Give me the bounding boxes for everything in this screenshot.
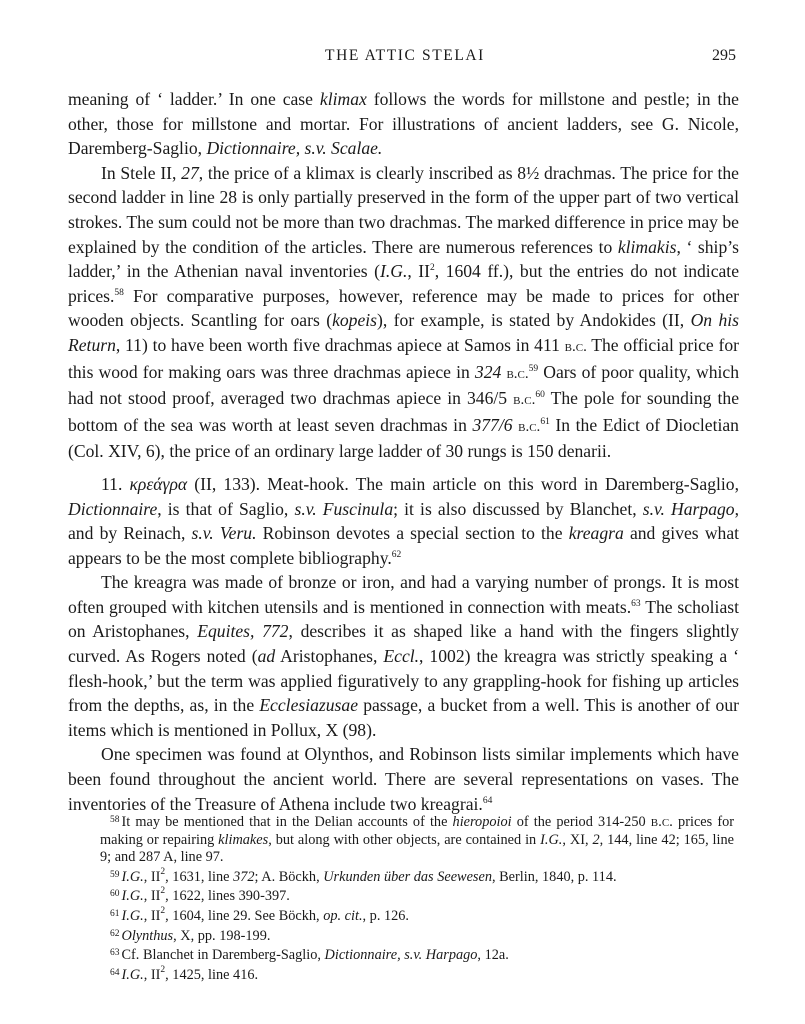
footnote-62: $^{62}$ Olynthus, X, pp. 198-199. (110, 927, 271, 944)
footnote-ref-63: 63 (631, 598, 641, 609)
page-number: 295 (712, 47, 736, 64)
footnote-59: $^{59}$ I.G., $II^2$, 1631, line 372; A. Böckh, Urkunden über das Seewesen, Berlin, 1840, p. 114. (110, 866, 617, 885)
footnote-ref-61: 61 (540, 416, 550, 427)
footnotes (100, 812, 734, 984)
footnote-63: $^{63}$ Cf. Blanchet in Daremberg-Saglio, Dictionnaire, s.v. Harpago, 12a. (110, 947, 509, 964)
footnote-64: $^{64}$ I.G., $II^2$, 1425, line 416. (110, 964, 259, 983)
footnote-ref-60: 60 (535, 390, 545, 401)
footnote-ref-59: 59 (528, 363, 539, 374)
footnote-ref-64: 64 (482, 795, 493, 806)
paragraph-kreagra-specimens: One specimen was found at Olynthos, and Robinson lists similar implements which have been found throughout the ancient world. There are several representations on vases. The inventories of the Treasure of Athena include two kreagrai.$^{64}$ (68, 744, 739, 814)
footnote-ref-62: 62 (391, 549, 402, 560)
paragraph-ladders-continued: meaning of ‘ ladder.’ In one case klimax follows the words for millstone and pestle; in the other, those for millstone and mortar. For illustrations of ancient ladders, see G. Nicole, Daremberg-Saglio, Dictionnaire, s.v. Scalae. (68, 89, 739, 159)
main-text (68, 87, 739, 816)
footnote-61: $^{61}$ I.G., $II^2$, 1604, line 29. See Böckh, op. cit., p. 126. (110, 905, 409, 924)
running-title: THE ATTIC STELAI (325, 47, 485, 64)
paragraph-kreagra-description: The kreagra was made of bronze or iron, and had a varying number of prongs. It is most often grouped with kitchen utensils and is mentioned in connection with meats.$^{63}$ The scholiast on Aristophanes, Equites, 772, describes it as shaped like a hand with the fingers slightly curved. As Rogers noted (ad Aristophanes, Eccl., 1002) the kreagra was strictly speaking a ‘ flesh-hook,’ but the term was applied figuratively to any grappling-hook for fishing up articles from the depths, as, in the Ecclesiazusae passage, a bucket from a well. This is another of our items which is mentioned in Pollux, X (98). (68, 572, 739, 740)
running-header (70, 47, 740, 69)
footnote-ref-58: 58 (114, 287, 124, 298)
paragraph-kreagra-entry: 11. κρεάγρα (II, 133). Meat-hook. The main article on this word in Daremberg-Saglio, Dictionnaire, is that of Saglio, s.v. Fuscinula; it is also discussed by Blanchet, s.v. Harpago, and by Reinach, s.v. Veru. Robinson devotes a special section to the kreagra and gives what appears to be the most complete bibliography.$^{62}$ (68, 473, 740, 568)
footnote-58: $^{58}$ It may be mentioned that in the Delian accounts of the hieropoioi of the period 314-250 b.c. prices for making or repairing klimakes, but along with other objects, are contained in I.G., XI, 2, 144, line 42; 165, line 9; and 287 A, line 97. (100, 814, 734, 866)
paragraph-klimax-price: In Stele II, 27, the price of a klimax is clearly inscribed as 8½ drachmas. The price for the second ladder in line 28 is only partially preserved in the form of the upper part of two vertical strokes. The sum could not be more than two drachmas. The marked difference in price may be explained by the condition of the articles. There are numerous references to klimakis, ‘ ship’s ladder,’ in the Athenian naval inventories (I.G., $II^2$, 1604 ff.), but the entries do not indicate prices.$^{58}$ For comparative purposes, however, reference may be made to prices for other wooden objects. Scantling for oars (kopeis), for example, is stated by Andokides (II, On his Return, 11) to have been worth five drachmas apiece at Samos in 411 b.c. The official price for this wood for making oars was three drachmas apiece in 324 b.c.$^{59}$ Oars of poor quality, which had not stood proof, averaged two drachmas apiece in 346/5 b.c.$^{60}$ The pole for sounding the bottom of the sea was worth at least seven drachmas in 377/6 b.c.$^{61}$ In the Edict of Diocletian (Col. XIV, 6), the price of an ordinary large ladder of 30 rungs is 150 denarii. (68, 162, 740, 462)
greek-word: κρεάγρα (129, 473, 188, 494)
footnote-60: $^{60}$ I.G., $II^2$, 1622, lines 390-397. (110, 886, 290, 905)
